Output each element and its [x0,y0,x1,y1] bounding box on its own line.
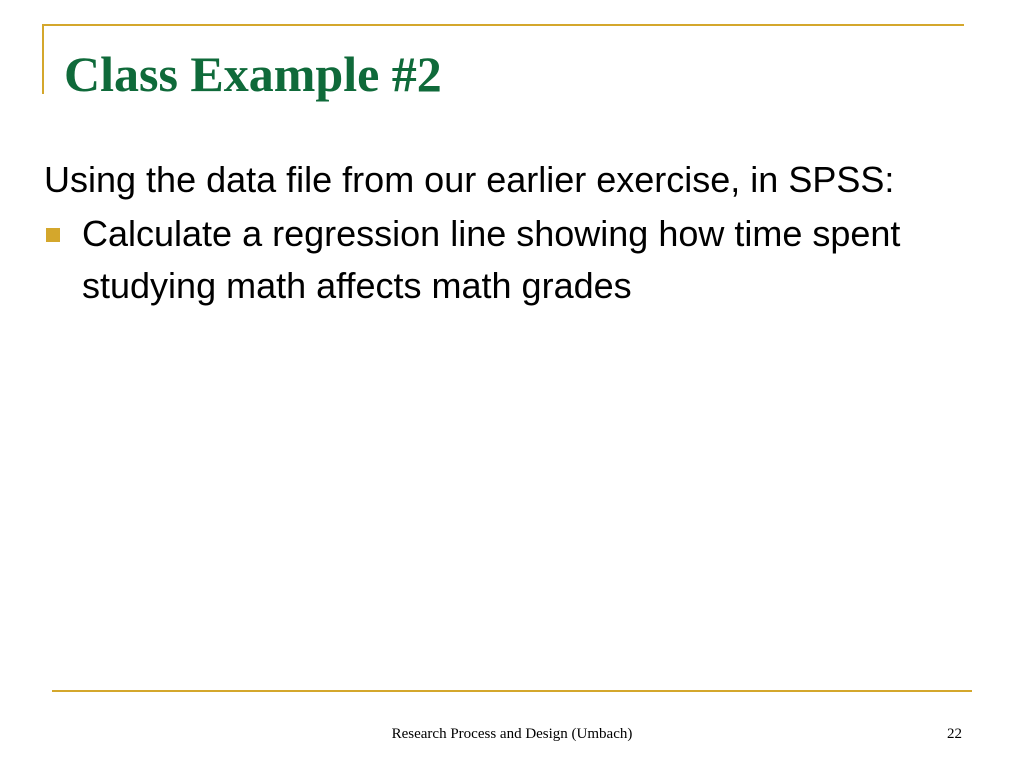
bullet-text: Calculate a regression line showing how time spent studying math affects math grades [82,213,901,306]
intro-text: Using the data file from our earlier exercise, in SPSS: [44,159,895,200]
title-frame-left-line [42,24,44,94]
slide-body [44,154,974,312]
slide-title: Class Example #2 [64,46,442,102]
footer-divider [52,690,972,692]
title-frame-top-line [42,24,964,26]
footer-text: Research Process and Design (Umbach) [391,726,633,742]
square-bullet-icon [46,228,60,242]
page-number: 22 [947,726,962,742]
bullet-item [44,208,974,312]
